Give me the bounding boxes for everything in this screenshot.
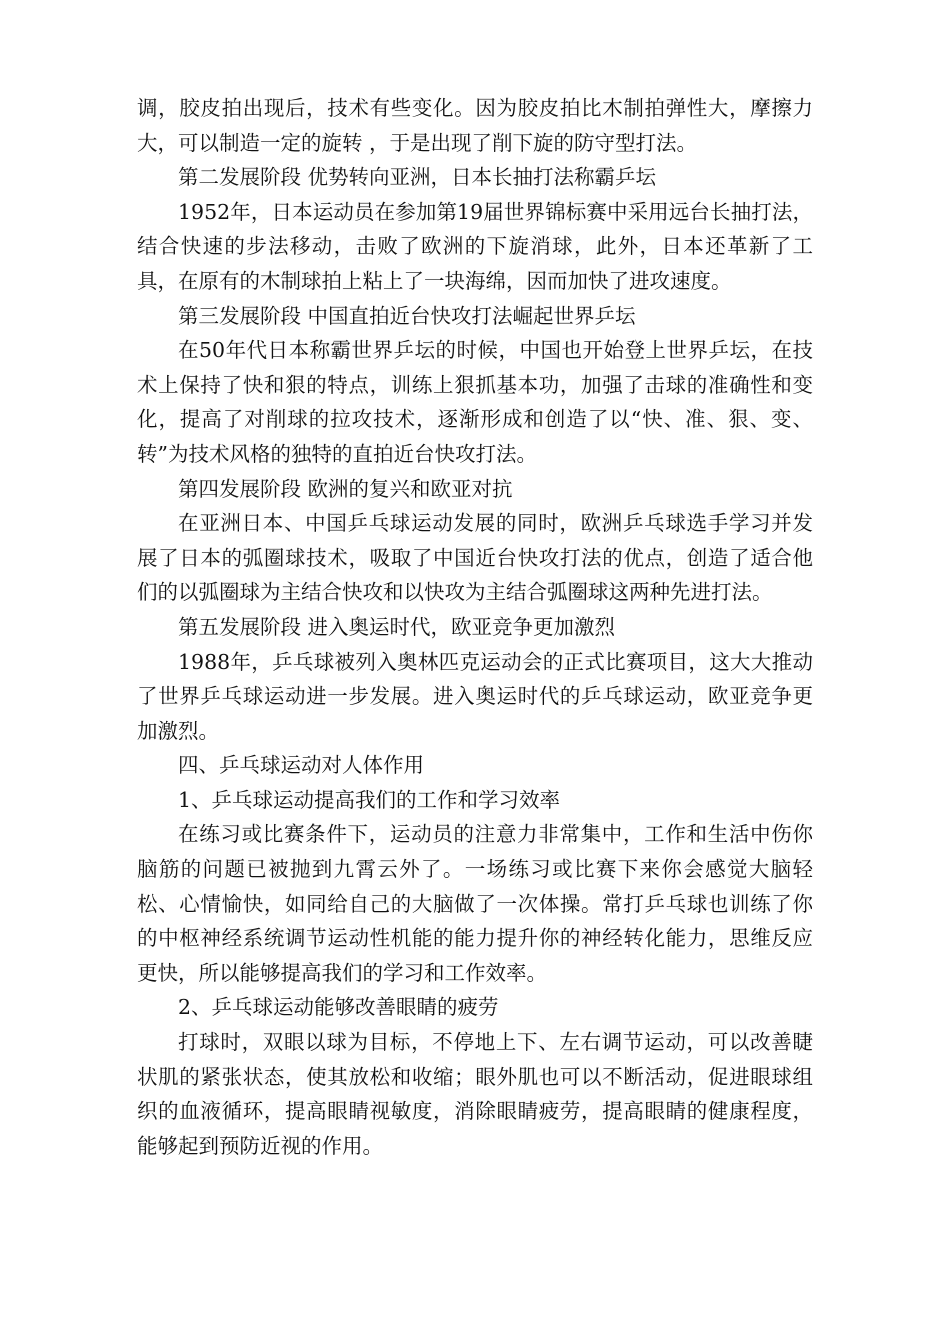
paragraph-stage-two: 1952年，日本运动员在参加第19届世界锦标赛中采用远台长抽打法，结合快速的步法移动，击败了欧洲的下旋消球，此外，日本还革新了工具，在原有的木制球拍上粘上了一块海绵，因而加快了进攻速度。: [137, 199, 813, 293]
subheading-two: 2、乒乓球运动能够改善眼睛的疲劳: [178, 995, 499, 1020]
paragraph-stage-four: 在亚洲日本、中国乒乓球运动发展的同时，欧洲乒乓球选手学习并发展了日本的弧圈球技术，吸取了中国近台快攻打法的优点，创造了适合他们的以弧圈球为主结合快攻和以快攻为主结合弧圈球这两种先进打法。: [137, 511, 813, 605]
document-body: [137, 91, 813, 1163]
heading-stage-three: 第三发展阶段 中国直拍近台快攻打法崛起世界乒坛: [178, 303, 636, 328]
section-heading-four: 四、乒乓球运动对人体作用: [178, 753, 424, 778]
heading-stage-five: 第五发展阶段 进入奥运时代，欧亚竞争更加激烈: [178, 614, 616, 639]
heading-stage-two: 第二发展阶段 优势转向亚洲，日本长抽打法称霸乒坛: [178, 165, 657, 190]
paragraph-eyes: 打球时，双眼以球为目标，不停地上下、左右调节运动，可以改善睫状肌的紧张状态，使其放松和收缩；眼外肌也可以不断活动，促进眼球组织的血液循环，提高眼睛视敏度，消除眼睛疲劳，提高眼睛的健康程度，能够起到预防近视的作用。: [137, 1030, 813, 1158]
subheading-one: 1、乒乓球运动提高我们的工作和学习效率: [178, 787, 561, 812]
heading-stage-four: 第四发展阶段 欧洲的复兴和欧亚对抗: [178, 476, 513, 501]
paragraph-efficiency: 在练习或比赛条件下，运动员的注意力非常集中，工作和生活中伤你脑筋的问题已被抛到九霄云外了。一场练习或比赛下来你会感觉大脑轻松、心情愉快，如同给自己的大脑做了一次体操。常打乒乓球也训练了你的中枢神经系统调节运动性机能的能力提升你的神经转化能力，思维反应更快，所以能够提高我们的学习和工作效率。: [137, 822, 813, 985]
paragraph-stage-three: 在50年代日本称霸世界乒坛的时候，中国也开始登上世界乒坛，在技术上保持了快和狠的特点，训练上狠抓基本功，加强了击球的准确性和变化，提高了对削球的拉攻技术，逐渐形成和创造了以“快、准、狠、变、转”为技术风格的独特的直拍近台快攻打法。: [137, 338, 813, 466]
paragraph-stage-five: 1988年，乒乓球被列入奥林匹克运动会的正式比赛项目，这大大推动了世界乒乓球运动进一步发展。进入奥运时代的乒乓球运动，欧亚竞争更加激烈。: [137, 649, 813, 743]
paragraph-continuation: 调，胶皮拍出现后，技术有些变化。因为胶皮拍比木制拍弹性大，摩擦力大，可以制造一定的旋转 ，于是出现了削下旋的防守型打法。: [137, 96, 813, 155]
